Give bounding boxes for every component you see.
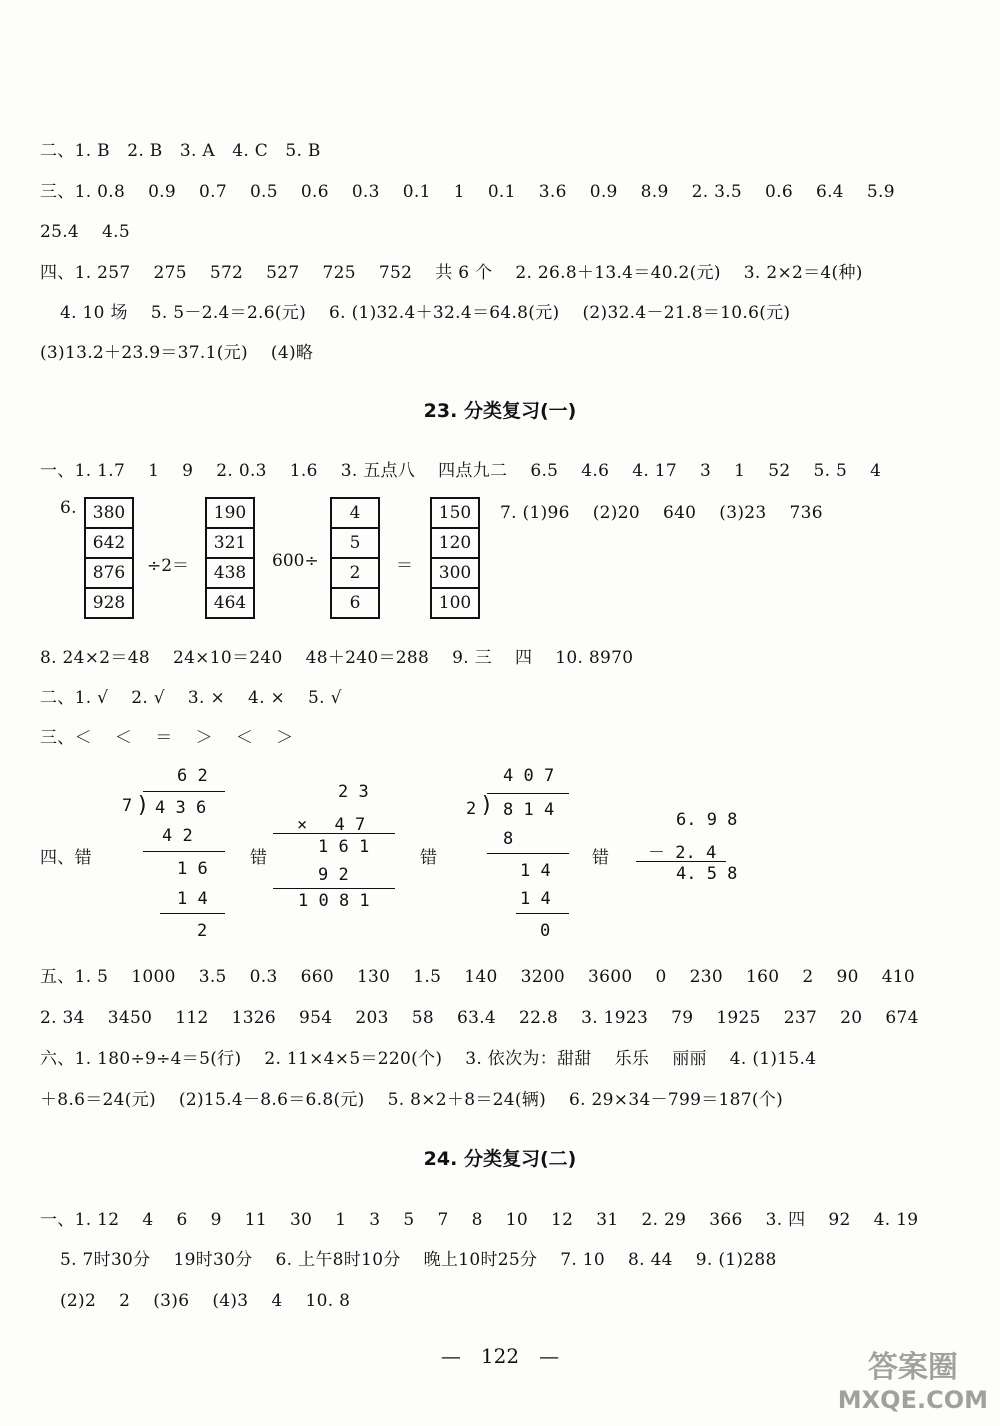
wrong-mark: 错 bbox=[250, 848, 268, 868]
number-box: 5 bbox=[332, 529, 378, 559]
answer-line: 三、1. 0.8 0.9 0.7 0.5 0.6 0.3 0.1 1 0.1 3.6 0.9 8.9 2. 3.5 0.6 6.4 5.9 bbox=[40, 182, 895, 202]
operator-text: ÷2＝ bbox=[147, 556, 190, 576]
answer-line: 六、1. 180÷9÷4＝5(行) 2. 11×4×5＝220(个) 3. 依次为：甜甜 乐乐 丽丽 4. (1)15.4 bbox=[40, 1049, 817, 1069]
answer-line: 8. 24×2＝48 24×10＝240 48＋240＝288 9. 三 四 10. 8970 bbox=[40, 648, 634, 668]
section-title: 23. 分类复习(一) bbox=[423, 400, 577, 422]
number-box: 438 bbox=[207, 559, 253, 589]
watermark-logo bbox=[838, 1352, 988, 1416]
number-box: 321 bbox=[207, 529, 253, 559]
answer-line: 三、＜ ＜ ＝ ＞ ＜ ＞ bbox=[40, 728, 294, 748]
number-box: 876 bbox=[86, 559, 132, 589]
section-title: 24. 分类复习(二) bbox=[423, 1148, 577, 1170]
number-box: 100 bbox=[438, 593, 472, 613]
answer-line: 一、1. 12 4 6 9 11 30 1 3 5 7 8 10 12 31 2. 29 366 3. 四 92 4. 19 bbox=[40, 1210, 919, 1230]
number-box: 120 bbox=[432, 529, 478, 559]
answer-line: 二、1. B 2. B 3. A 4. C 5. B bbox=[40, 141, 321, 161]
number-box: 300 bbox=[432, 559, 478, 589]
watermark-top: 答案圈 bbox=[867, 1350, 958, 1385]
answer-line: ＋8.6＝24(元) (2)15.4－8.6＝6.8(元) 5. 8×2＋8＝24(辆) 6. 29×34－799＝187(个) bbox=[40, 1090, 784, 1110]
answer-line: (3)13.2＋23.9＝37.1(元) (4)略 bbox=[40, 343, 314, 363]
answer-line: 7. (1)96 (2)20 640 (3)23 736 bbox=[500, 503, 823, 523]
number-box: 150 bbox=[432, 499, 478, 529]
answer-line: 4. 10 场 5. 5－2.4＝2.6(元) 6. (1)32.4＋32.4＝64.8(元) (2)32.4－21.8＝10.6(元) bbox=[60, 303, 791, 323]
operator-text: ＝ bbox=[396, 556, 413, 576]
watermark-bottom: MXQE.COM bbox=[837, 1386, 988, 1414]
number-box-column-d bbox=[430, 497, 480, 619]
number-box: 4 bbox=[332, 499, 378, 529]
number-box: 190 bbox=[207, 499, 253, 529]
answer-line: 25.4 4.5 bbox=[40, 222, 130, 242]
number-box: 464 bbox=[213, 593, 247, 613]
answer-line: 五、1. 5 1000 3.5 0.3 660 130 1.5 140 3200 3600 0 230 160 2 90 410 bbox=[40, 967, 916, 987]
number-box-column-b bbox=[205, 497, 255, 619]
number-box: 642 bbox=[86, 529, 132, 559]
wrong-mark: 错 bbox=[592, 848, 610, 868]
page-number: — 122 — bbox=[440, 1344, 560, 1368]
number-box-column-c bbox=[330, 497, 380, 619]
number-box: 2 bbox=[332, 559, 378, 589]
number-box-column-a bbox=[84, 497, 134, 619]
answer-line: 2. 34 3450 112 1326 954 203 58 63.4 22.8 3. 1923 79 1925 237 20 674 bbox=[40, 1008, 919, 1028]
wrong-mark: 错 bbox=[420, 848, 438, 868]
number-box: 6 bbox=[349, 593, 361, 613]
section-label: 四、错 bbox=[40, 848, 92, 868]
operator-text: 600÷ bbox=[272, 551, 319, 571]
number-box: 380 bbox=[86, 499, 132, 529]
question-number: 6. bbox=[60, 498, 77, 518]
answer-line: 二、1. √ 2. √ 3. × 4. × 5. √ bbox=[40, 688, 342, 708]
answer-line: 一、1. 1.7 1 9 2. 0.3 1.6 3. 五点八 四点九二 6.5 4.6 4. 17 3 1 52 5. 5 4 bbox=[40, 461, 882, 481]
answer-line: 5. 7时30分 19时30分 6. 上午8时10分 晚上10时25分 7. 10 8. 44 9. (1)288 bbox=[60, 1250, 777, 1270]
answer-line: (2)2 2 (3)6 (4)3 4 10. 8 bbox=[60, 1291, 351, 1311]
answer-line: 四、1. 257 275 572 527 725 752 共 6 个 2. 26.8＋13.4＝40.2(元) 3. 2×2＝4(种) bbox=[40, 263, 863, 283]
number-box: 928 bbox=[92, 593, 126, 613]
